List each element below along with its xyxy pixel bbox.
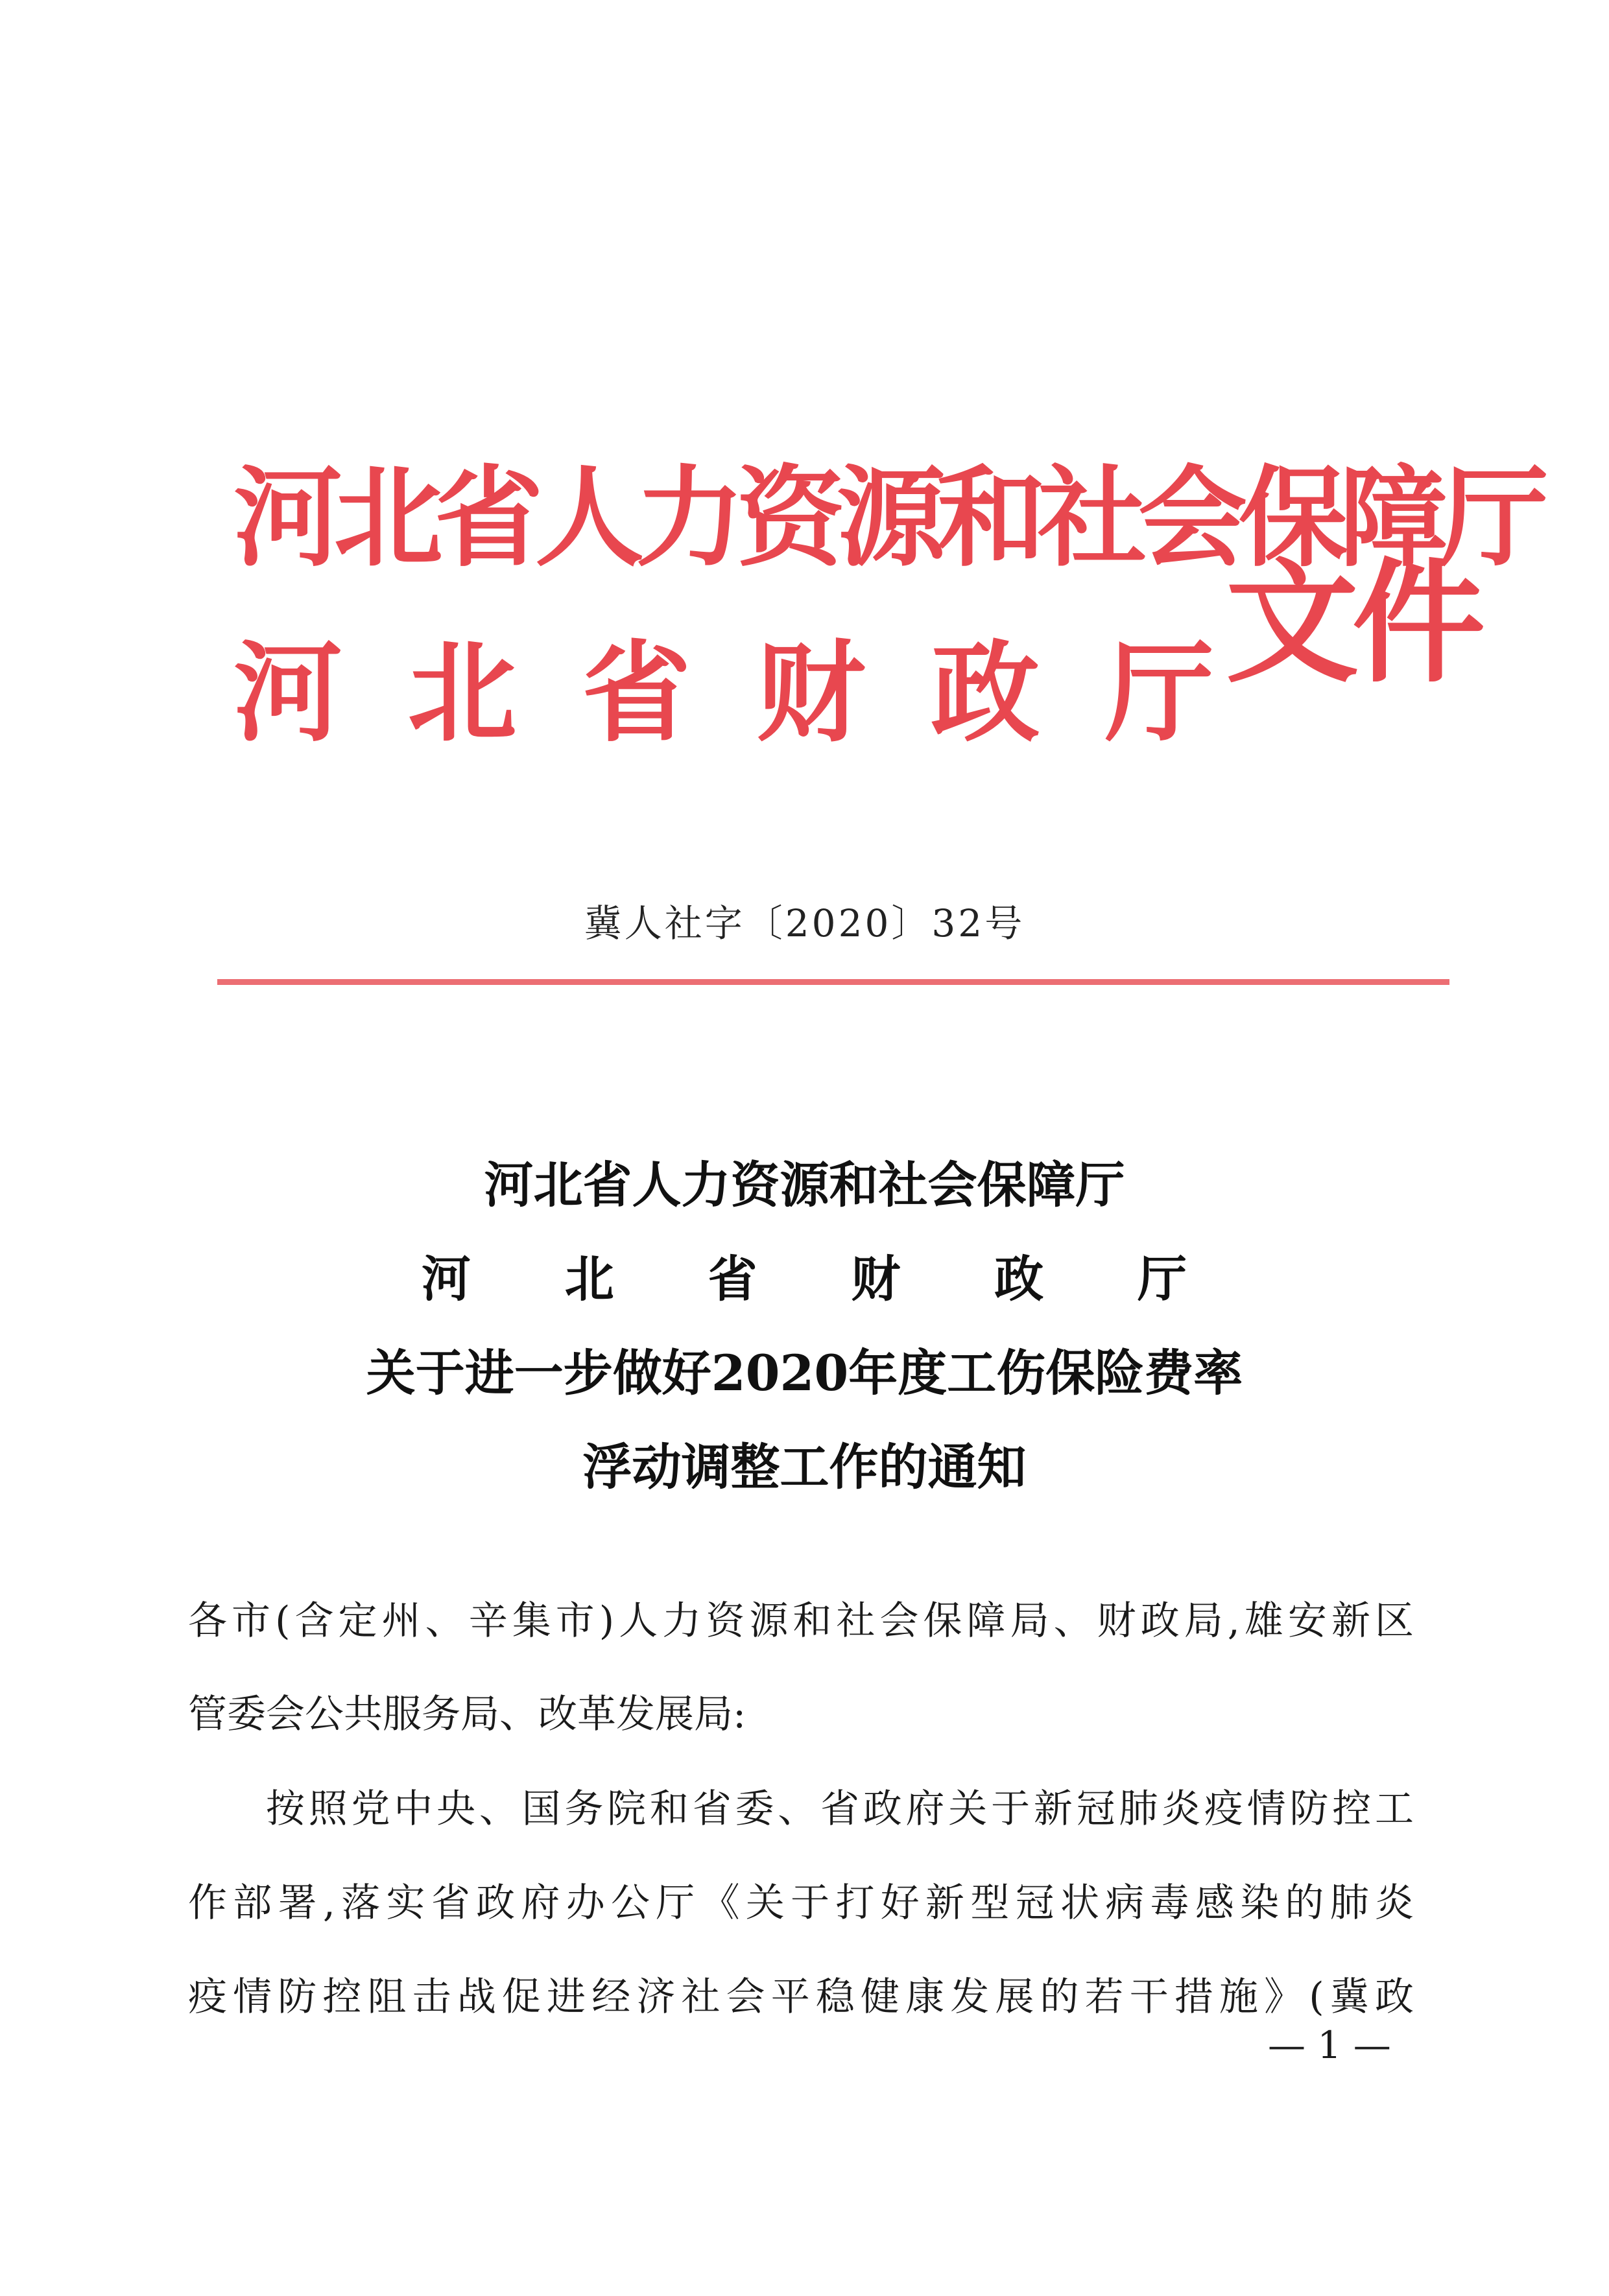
red-separator-line bbox=[217, 979, 1449, 985]
body-line-3: 疫情防控阻击战促进经济社会平稳健康发展的若干措施》(冀政 bbox=[188, 1974, 1414, 2020]
title-char: 省 bbox=[708, 1250, 757, 1308]
issuer-name-finance bbox=[233, 630, 1214, 757]
issuer-char: 政 bbox=[931, 630, 1040, 757]
title-char: 河 bbox=[422, 1250, 471, 1308]
issuer-char: 北 bbox=[407, 630, 517, 757]
page-number: — 1 — bbox=[1268, 2023, 1391, 2067]
recipients-line-1: 各市(含定州、辛集市)人力资源和社会保障局、财政局,雄安新区 bbox=[188, 1598, 1414, 1644]
title-char: 厅 bbox=[1137, 1250, 1187, 1308]
document-number: 冀人社字〔2020〕32号 bbox=[584, 901, 1025, 945]
issuer-char: 厅 bbox=[1104, 630, 1214, 757]
title-line-3: 关于进一步做好2020年度工伤保险费率 bbox=[366, 1344, 1243, 1402]
issuer-name-hrss: 河北省人力资源和社会保障厅 bbox=[233, 455, 1540, 582]
title-char: 财 bbox=[851, 1250, 901, 1308]
title-line-1: 河北省人力资源和社会保障厅 bbox=[484, 1156, 1125, 1214]
masthead-suffix: 文件 bbox=[1226, 547, 1479, 701]
title-char: 政 bbox=[994, 1250, 1044, 1308]
title-line-4: 浮动调整工作的通知 bbox=[582, 1438, 1027, 1496]
body-line-2: 作部署,落实省政府办公厅《关于打好新型冠状病毒感染的肺炎 bbox=[188, 1880, 1414, 1926]
recipients-line-2: 管委会公共服务局、改革发展局: bbox=[188, 1692, 746, 1737]
body-line-1: 按照党中央、国务院和省委、省政府关于新冠肺炎疫情防控工 bbox=[266, 1786, 1414, 1832]
issuer-char: 省 bbox=[582, 630, 691, 757]
title-line-2 bbox=[422, 1250, 1187, 1308]
issuer-char: 财 bbox=[756, 630, 866, 757]
issuer-char: 河 bbox=[233, 630, 342, 757]
title-char: 北 bbox=[564, 1250, 614, 1308]
